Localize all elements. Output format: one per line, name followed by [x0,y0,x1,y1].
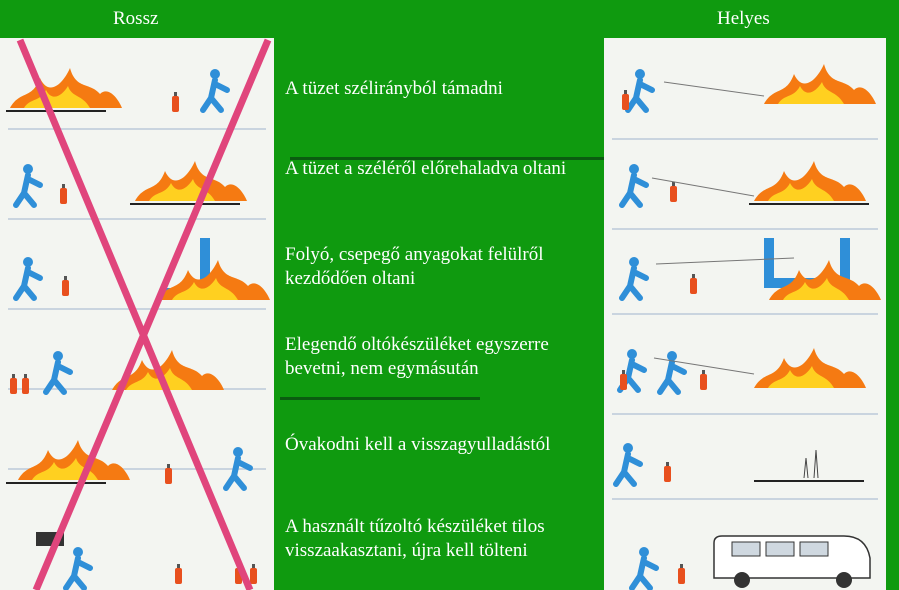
wrong-cross-line-b [36,40,268,590]
wrong-cross-line-a [20,40,250,590]
divider-rule-2 [280,397,480,400]
rule-caption-2: A tüzet a széléről előrehaladva oltani [285,158,567,179]
wrong-header: Rossz [113,8,159,29]
wrong-illustrations-panel [0,38,274,590]
wrong-illustrations [0,38,274,590]
rule-caption-1: A tüzet szélirányból támadni [285,78,503,99]
right-illustrations-panel [604,38,886,590]
right-illustrations [604,38,886,590]
rule-caption-3: Folyó, csepegő anyagokat felülről kezdődően oltani [285,244,544,289]
right-header: Helyes [717,8,770,29]
rule-caption-6: A használt tűzoltó készüléket tilos visszaakasztani, újra kell tölteni [285,516,545,561]
rule-caption-4: Elegendő oltókészüléket egyszerre bevetni, nem egymásután [285,334,549,379]
rule-caption-5: Óvakodni kell a visszagyulladástól [285,434,551,455]
